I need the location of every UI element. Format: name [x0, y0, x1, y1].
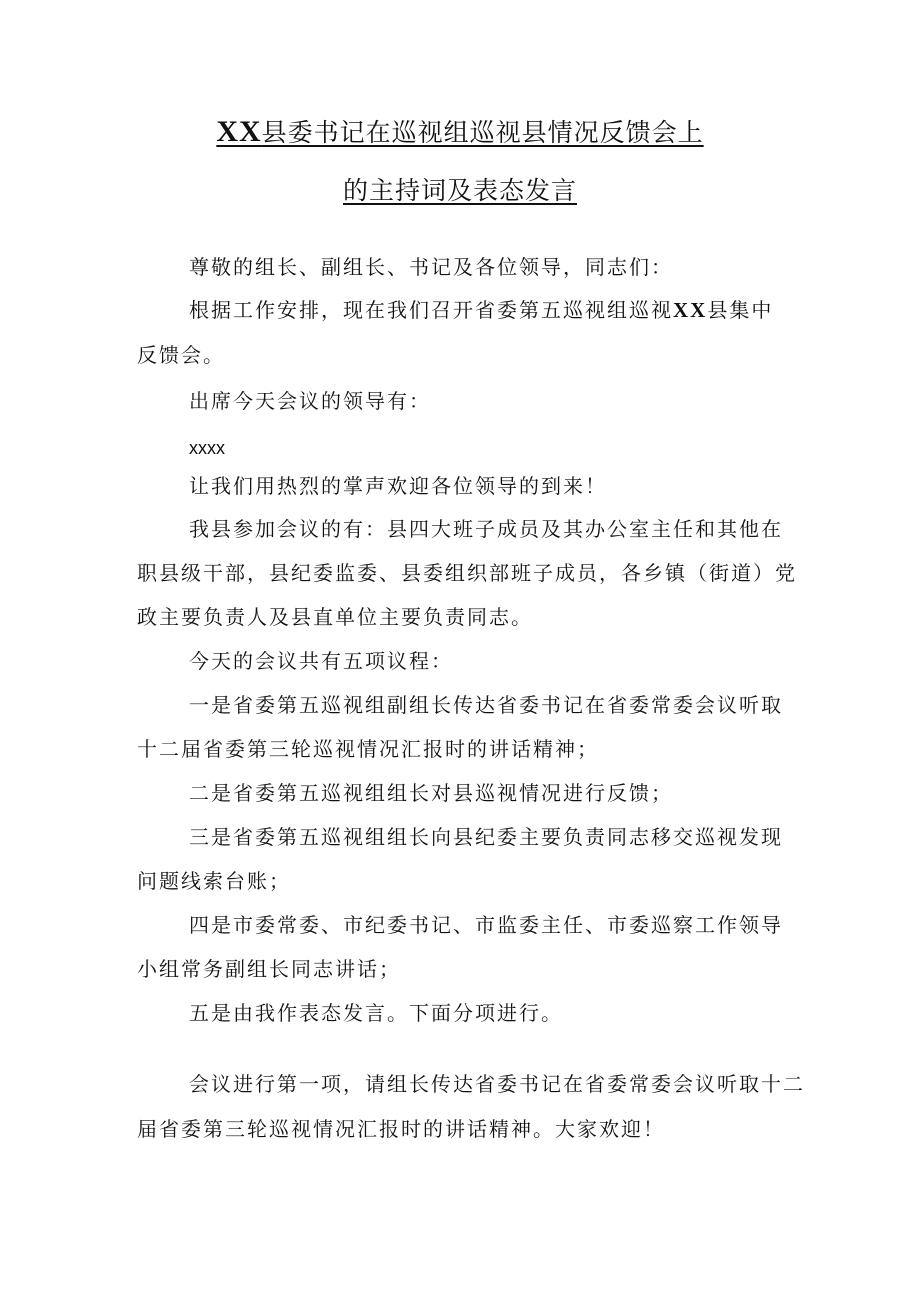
participants-line-3: 政主要负责人及县直单位主要负责同志。	[137, 605, 533, 629]
agenda-item-1-line-2: 十二届省委第三轮巡视情况汇报时的讲话精神；	[137, 737, 599, 761]
title-line-2-text: 的主持词及表态发言	[342, 176, 577, 205]
agenda-item-4-line-2: 小组常务副组长同志讲话；	[137, 957, 401, 981]
agenda-item-1-line-1: 一是省委第五巡视组副组长传达省委书记在省委常委会议听取	[189, 693, 783, 717]
paragraph-arrangement-text-b: 县集中	[707, 298, 774, 322]
agenda-item-3-line-1: 三是省委第五巡视组组长向县纪委主要负责同志移交巡视发现	[189, 825, 783, 849]
agenda-item-5: 五是由我作表态发言。下面分项进行。	[189, 1001, 563, 1025]
agenda-item-4-line-1: 四是市委常委、市纪委书记、市监委主任、市委巡察工作领导	[189, 913, 783, 937]
attending-leaders-intro: 出席今天会议的领导有：	[189, 389, 431, 413]
participants-line-2: 职县级干部，县纪委监委、县委组织部班子成员，各乡镇（街道）党	[137, 561, 797, 585]
paragraph-arrangement-text-a: 根据工作安排，现在我们召开省委第五巡视组巡视	[189, 298, 673, 322]
participants-line-1: 我县参加会议的有：县四大班子成员及其办公室主任和其他在	[189, 517, 783, 541]
welcome-applause-line: 让我们用热烈的掌声欢迎各位领导的到来！	[189, 474, 607, 498]
attending-leaders-names: xxxx	[189, 438, 225, 458]
title-county-code: XX	[216, 115, 262, 148]
agenda-item-2: 二是省委第五巡视组组长对县巡视情况进行反馈；	[189, 781, 673, 805]
document-title-line-1	[0, 113, 920, 149]
document-title-line-2	[0, 171, 920, 207]
agenda-intro: 今天的会议共有五项议程：	[189, 649, 453, 673]
paragraph-arrangement-line-1	[189, 289, 839, 331]
agenda-item-3-line-2: 问题线索台账；	[137, 869, 291, 893]
first-item-line-1: 会议进行第一项，请组长传达省委书记在省委常委会议听取十二	[189, 1072, 805, 1096]
county-code: XX	[673, 298, 708, 322]
title-line-1-text: 县委书记在巡视组巡视县情况反馈会上	[261, 118, 704, 147]
first-item-line-2: 届省委第三轮巡视情况汇报时的讲话精神。大家欢迎！	[137, 1117, 665, 1141]
paragraph-arrangement-line-2: 反馈会。	[137, 343, 225, 367]
greeting-line: 尊敬的组长、副组长、书记及各位领导，同志们：	[189, 255, 673, 279]
